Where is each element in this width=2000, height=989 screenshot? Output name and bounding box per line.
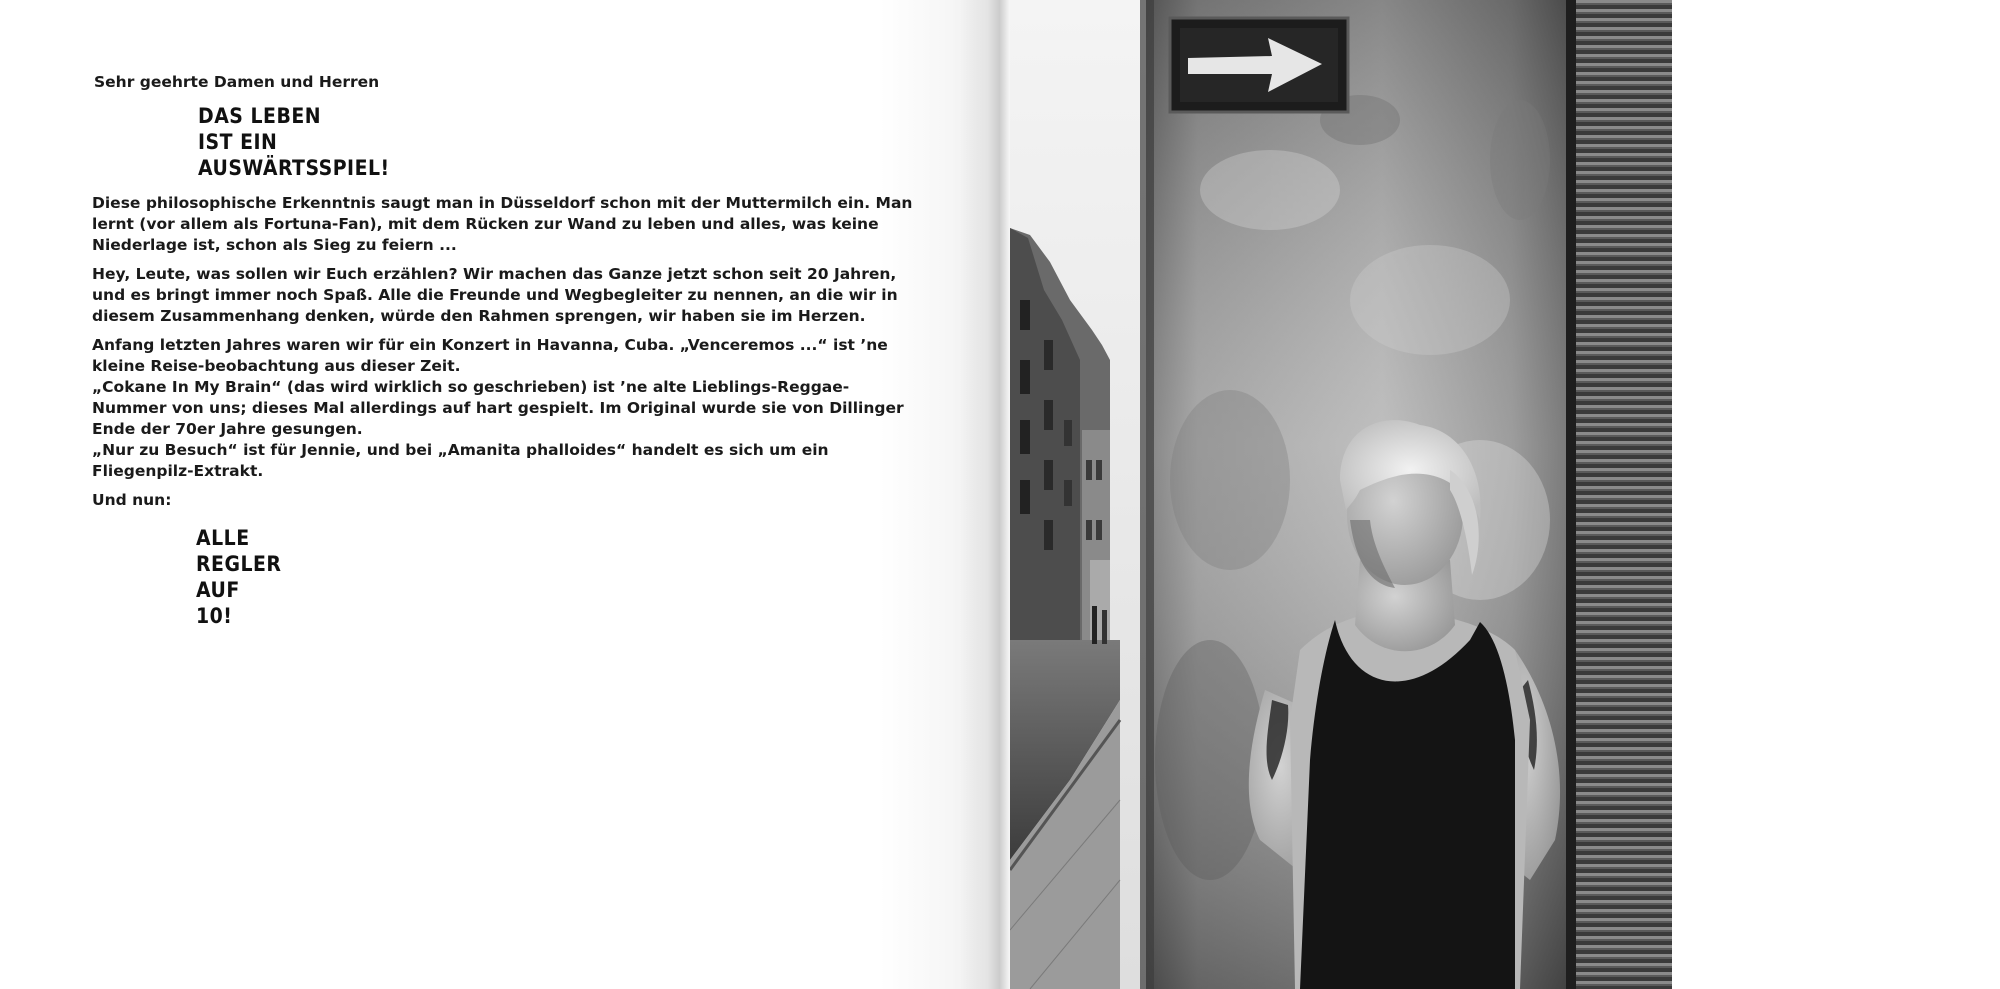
paragraph: „Nur zu Besuch“ ist für Jennie, und bei „Amanita phalloides“ handelt es sich um ein Fliegenpilz-Extrakt.	[92, 441, 829, 480]
closing-line: REGLER	[196, 552, 282, 576]
salutation: Sehr geehrte Damen und Herren	[94, 73, 380, 91]
headline-line: DAS LEBEN	[198, 104, 322, 128]
closing-line: AUF	[196, 578, 240, 602]
headline-line: AUSWÄRTSSPIEL!	[198, 156, 390, 180]
closing-line: ALLE	[196, 526, 250, 550]
closing-line: 10!	[196, 604, 233, 628]
headline	[198, 103, 922, 181]
arrow-sign-icon	[1170, 18, 1348, 112]
closing-slogan	[196, 525, 922, 629]
paragraph: Diese philosophische Erkenntnis saugt man in Düsseldorf schon mit der Muttermilch ein. Man lernt (vor allem als Fortuna-Fan), mit dem Rücken zur Wand zu leben und alles, was keine Niederlage ist, schon als Sieg zu feiern ...	[92, 194, 913, 254]
portrait-photo	[1010, 0, 1672, 989]
headline-line: IST EIN	[198, 130, 278, 154]
paragraph: „Cokane In My Brain“ (das wird wirklich so geschrieben) ist ’ne alte Lieblings-Reggae-Nummer von uns; dieses Mal allerdings auf hart gespielt. Im Original wurde sie von Dillinger Ende der 70er Jahre gesungen.	[92, 378, 904, 438]
book-gutter	[960, 0, 1010, 989]
closing-label: Und nun:	[92, 491, 172, 509]
paragraph: Hey, Leute, was sollen wir Euch erzählen? Wir machen das Ganze jetzt schon seit 20 Jahren, und es bringt immer noch Spaß. Alle die Freunde und Wegbegleiter zu nennen, an die wir in diesem Zusammenhang denken, würde den Rahmen sprengen, wir haben sie im Herzen.	[92, 265, 898, 325]
metal-shutter	[1572, 0, 1672, 989]
paragraph: Anfang letzten Jahres waren wir für ein Konzert in Havanna, Cuba. „Venceremos ...“ ist ’ne kleine Reise-beobachtung aus dieser Zeit.	[92, 336, 888, 375]
letter-text	[92, 72, 922, 629]
